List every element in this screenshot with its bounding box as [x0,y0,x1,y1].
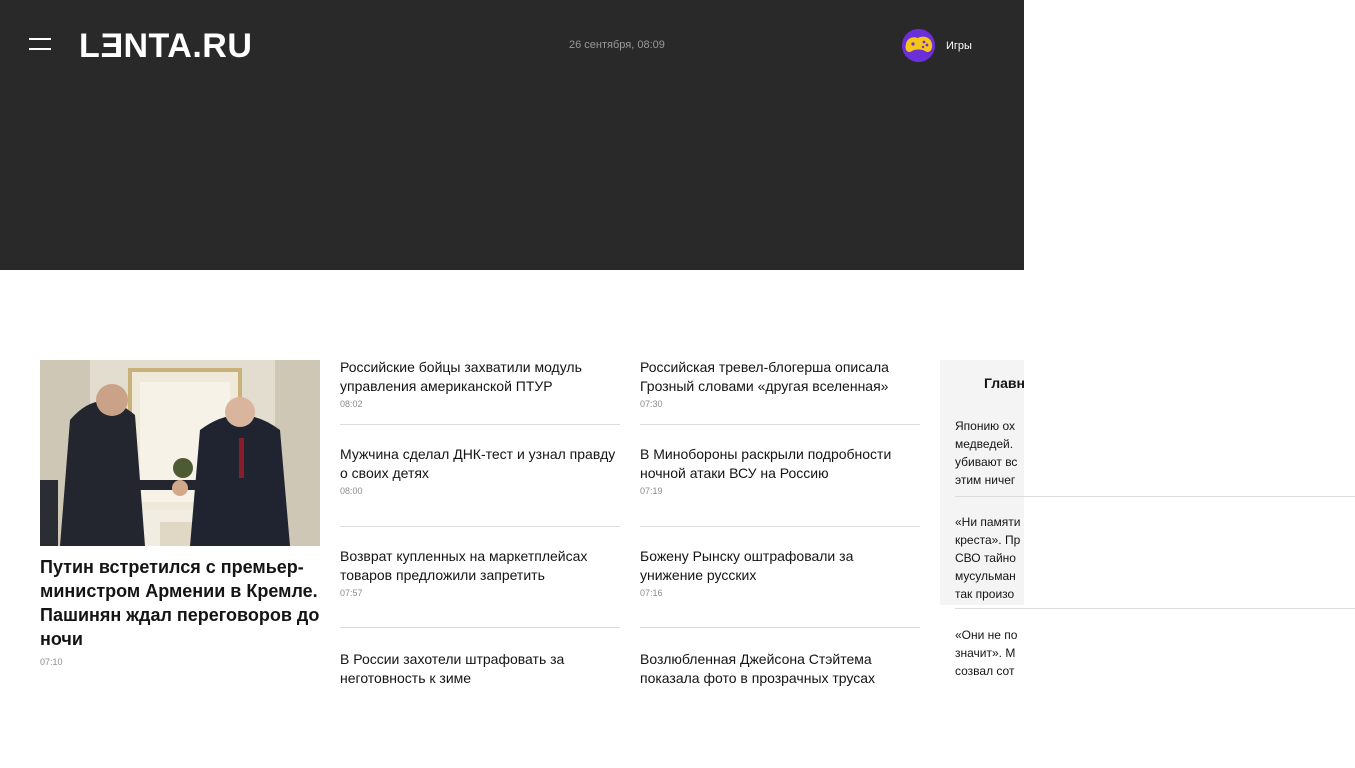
gamepad-icon [902,29,935,62]
top-news-line: мусульман [955,569,1016,583]
top-news-line: созвал сот [955,664,1015,678]
news-time: 07:16 [640,588,663,598]
logo-prefix: L [79,27,101,65]
main-story-photo [40,360,320,546]
news-title: Божену Рынску оштрафовали за унижение русских [640,548,854,583]
news-item[interactable] [340,527,620,628]
top-news-line: медведей. [955,437,1014,451]
top-news-line: Японию ох [955,419,1016,433]
top-news-item[interactable] [955,626,1355,688]
news-column-1 [340,356,620,688]
menu-icon-bar-bottom [29,48,51,50]
top-news-line: креста». Пр [955,533,1021,547]
news-time: 07:30 [640,399,663,409]
news-title: Возврат купленных на маркетплейсах товаров предложили запретить [340,548,588,583]
site-header [0,0,1024,270]
top-news-line: убивают вс [955,455,1018,469]
top-news-item[interactable] [955,513,1355,609]
site-logo[interactable] [79,26,252,66]
news-time: 07:57 [340,588,363,598]
menu-icon[interactable] [29,38,51,52]
news-title: Мужчина сделал ДНК-тест и узнал правду о своих детях [340,446,616,481]
games-link[interactable] [902,29,972,62]
main-story-time: 07:10 [40,657,63,667]
news-time: 08:02 [340,399,363,409]
news-title: Возлюбленная Джейсона Стэйтема показала фото в прозрачных трусах [640,651,876,686]
news-column-2 [640,356,920,688]
current-date: 26 сентября, 08:09 [569,39,665,51]
top-news-panel [940,360,1025,678]
top-news-title: Главн [984,375,1025,391]
main-story-title: Путин встретился с премьер-министром Армении в Кремле. Пашинян ждал переговоров до ночи [40,557,320,649]
logo-suffix: NTA.RU [123,27,253,65]
games-label: Игры [946,39,972,52]
main-story[interactable] [40,360,320,667]
top-news-line: значит». М [955,646,1016,660]
news-item[interactable] [640,356,920,425]
top-news-line: «Ни памяти [955,515,1021,529]
news-item[interactable] [640,628,920,688]
news-title: В Минобороны раскрыли подробности ночной атаки ВСУ на Россию [640,446,892,481]
news-title: Российская тревел-блогерша описала Грозный словами «другая вселенная» [640,359,889,394]
main-content [0,270,1024,768]
menu-icon-bar-top [29,38,51,40]
news-item[interactable] [640,527,920,628]
top-news-line: этим ничег [955,473,1016,487]
news-time: 08:00 [340,486,363,496]
logo-mirrored-letter: E [100,27,124,65]
top-news-line: СВО тайно [955,551,1016,565]
top-news-line: «Они не по [955,628,1018,642]
news-item[interactable] [640,425,920,527]
news-item[interactable] [340,356,620,425]
news-title: Российские бойцы захватили модуль управления американской ПТУР [340,359,582,394]
news-item[interactable] [340,628,620,688]
news-item[interactable] [340,425,620,527]
top-news-item[interactable] [955,417,1355,497]
news-title: В России захотели штрафовать за неготовность к зиме [340,651,565,686]
top-news-line: так произо [955,587,1015,601]
news-time: 07:19 [640,486,663,496]
